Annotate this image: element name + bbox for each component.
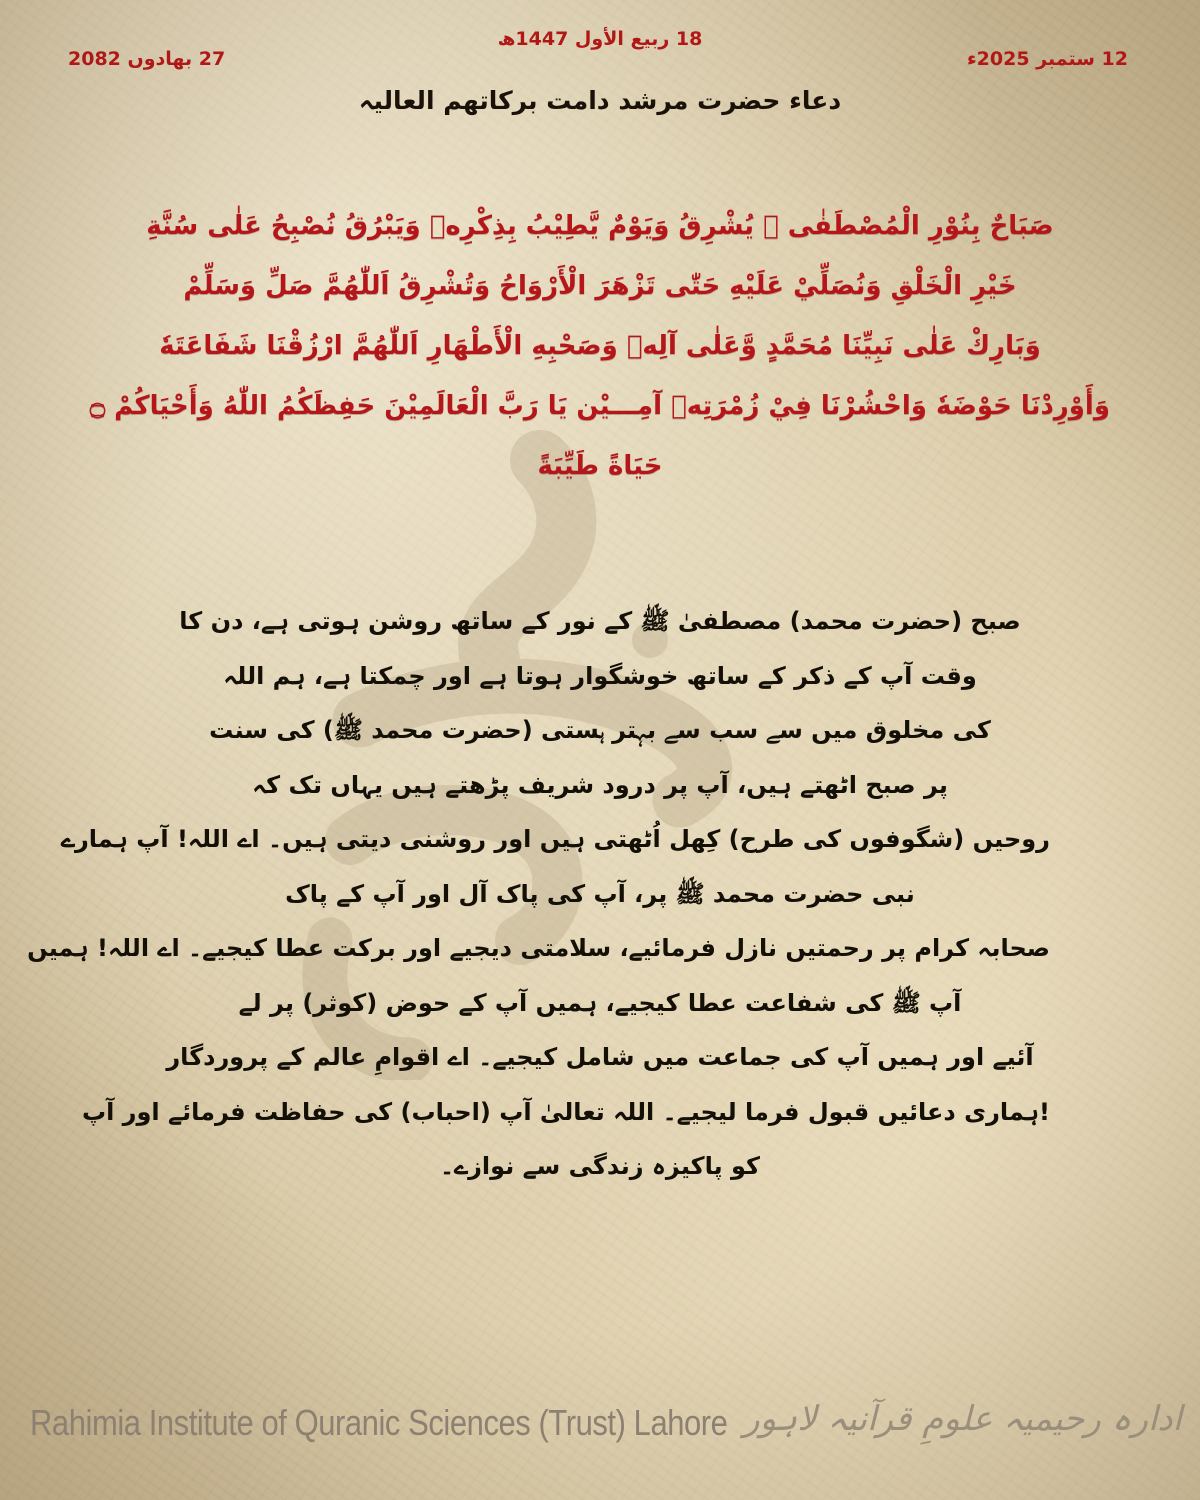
institute-logo-urdu: ادارہ رحیمیہ علومِ قرآنیہ لاہور [743, 1399, 1182, 1439]
page-title: دعاء حضرت مرشد دامت برکاتھم العالیہ [358, 86, 842, 115]
urdu-translation-line: صحابہ کرام پر رحمتیں نازل فرمائیے، سلامتی دیجیے اور برکت عطا کیجیے۔ اے اللہ! ہمیں [27, 934, 1050, 962]
urdu-translation-line: پر صبح اٹھتے ہیں، آپ پر درود شریف پڑھتے ہیں یہاں تک کہ [252, 770, 948, 799]
arabic-dua-line: وَأَوْرِدْنَا حَوْضَهٗ وَاحْشُرْنَا فِيْ زُمْرَتِهٖ آمِـــيْن يَا رَبَّ الْعَالَمِيْنَ حَفِظَكُمُ اللّٰهُ وَأَحْيَاكُمْ ۝ [89, 391, 1110, 421]
arabic-dua-line: صَبَاحٌ بِنُوْرِ الْمُصْطَفٰی ﷺ يُشْرِقُ وَيَوْمٌ يَّطِيْبُ بِذِكْرِهٖ وَيَبْرُقُ نُصْبِحُ عَلٰى سُنَّةِ [146, 211, 1054, 241]
urdu-translation-line: صبح (حضرت محمد) مصطفیٰ ﷺ کے نور کے ساتھ روشن ہوتی ہے، دن کا [179, 607, 1021, 635]
gregorian-date: 12 ستمبر 2025ء [966, 48, 1128, 70]
urdu-translation-line: آپ ﷺ کی شفاعت عطا کیجیے، ہمیں آپ کے حوض (کوثر) پر لے [238, 988, 962, 1017]
urdu-translation-block [27, 594, 1050, 1194]
arabic-dua-line: خَيْرِ الْخَلْقِ وَنُصَلِّيْ عَلَيْهِ حَتّٰى تَزْهَرَ الْأَرْوَاحُ وَتُشْرِقُ اَللّٰهُمَّ صَلِّ وَسَلِّمْ [183, 271, 1017, 301]
urdu-translation-line: وقت آپ کے ذکر کے ساتھ خوشگوار ہوتا ہے اور چمکتا ہے، ہم اللہ [223, 661, 977, 690]
urdu-translation-line: نبی حضرت محمد ﷺ پر، آپ کی پاک آل اور آپ کے پاک [285, 879, 915, 908]
urdu-translation-line: کی مخلوق میں سے سب سے بہتر ہستی (حضرت محمد ﷺ) کی سنت [209, 716, 991, 744]
urdu-translation-line: کو پاکیزہ زندگی سے نوازے۔ [439, 1152, 760, 1180]
bikrami-date: 27 بھادوں 2082 [68, 48, 226, 70]
arabic-dua-line: وَبَارِكْ عَلٰى نَبِيِّنَا مُحَمَّدٍ وَّعَلٰى آلِهٖ وَصَحْبِهِ الْأَطْهَارِ اَللّٰهُمَّ ارْزُقْنَا شَفَاعَتَهٗ [159, 331, 1041, 361]
urdu-translation-line: آئیے اور ہمیں آپ کی جماعت میں شامل کیجیے۔ اے اقوامِ عالم کے پروردگار [166, 1043, 1034, 1071]
urdu-translation-line: !ہماری دعائیں قبول فرما لیجیے۔ اللہ تعالیٰ آپ (احباب) کی حفاظت فرمائے اور آپ [81, 1097, 1050, 1126]
arabic-dua-block [90, 196, 1110, 496]
urdu-translation-line: روحیں (شگوفوں کی طرح) کِھل اُٹھتی ہیں اور روشنی دیتی ہیں۔ اے اللہ! آپ ہمارے [60, 825, 1050, 853]
institute-name-english: Rahimia Institute of Quranic Sciences (Trust) Lahore [30, 1402, 728, 1443]
hijri-date: 18 ربیع الأول 1447ھ [497, 28, 703, 50]
arabic-dua-line: حَيَاةً طَيِّبَةً [537, 451, 663, 481]
